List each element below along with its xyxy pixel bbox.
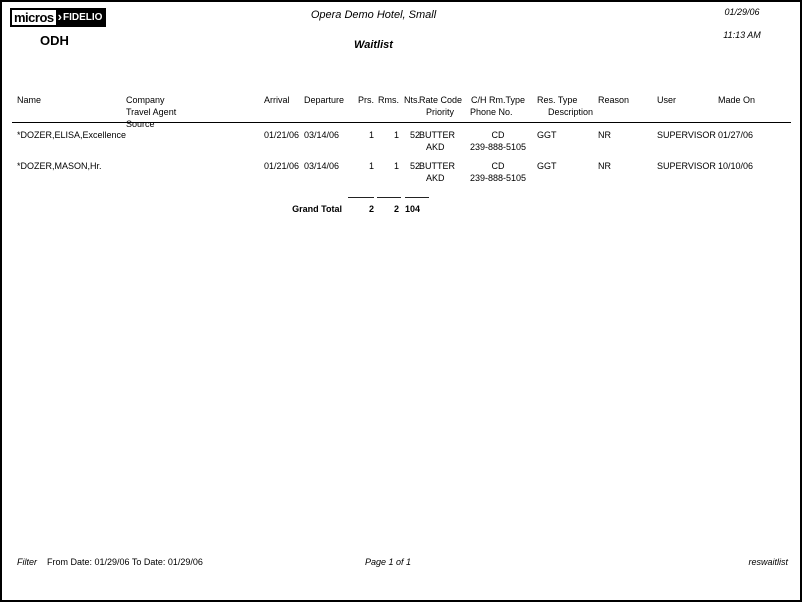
cell-made-on: 01/27/06: [718, 130, 754, 140]
table-header: [2, 94, 800, 129]
col-header-company-l3: Source: [126, 119, 155, 129]
col-header-ch-l1: C/H Rm.Type: [470, 95, 525, 105]
grand-total-row: [2, 204, 800, 216]
table-row: [2, 129, 800, 155]
print-time: 11:13 AM: [723, 30, 761, 40]
report-code: reswaitlist: [748, 557, 788, 567]
cell-res-type: GGT: [537, 161, 557, 171]
col-header-ch-l2: Phone No.: [470, 107, 513, 117]
col-header-rate-l2: Priority: [426, 107, 455, 117]
cell-nts: 52: [409, 130, 420, 140]
col-header-ch: [458, 94, 538, 118]
report-title: Waitlist: [354, 39, 393, 51]
col-header-nts: Nts.: [403, 95, 420, 105]
grand-total-nts: 104: [404, 204, 420, 214]
hotel-name: Opera Demo Hotel, Small: [310, 9, 437, 21]
cell-res-type: GGT: [537, 130, 557, 140]
grand-total-prs: 2: [368, 204, 374, 214]
logo-micros-text: micros: [10, 8, 58, 27]
cell-name: *DOZER,MASON,Hr.: [17, 161, 102, 171]
col-header-rms: Rms.: [378, 95, 399, 105]
cell-prs: 1: [368, 130, 374, 140]
table-row: [2, 160, 800, 186]
cell-reason: NR: [598, 130, 611, 140]
cell-departure: 03/14/06: [304, 161, 340, 171]
print-date: 01/29/06: [724, 7, 760, 17]
cell-nts: 52: [409, 161, 420, 171]
col-header-reason: Reason: [598, 95, 630, 105]
cell-rm-type: CD: [491, 130, 505, 140]
col-header-departure: Departure: [304, 95, 345, 105]
cell-user: SUPERVISOR: [657, 130, 716, 140]
cell-rate: [419, 160, 455, 184]
col-header-rate-l1: Rate Code: [419, 95, 463, 105]
cell-priority: AKD: [426, 142, 445, 152]
cell-priority: AKD: [426, 173, 445, 183]
header-divider: [12, 122, 791, 123]
col-header-arrival: Arrival: [264, 95, 290, 105]
cell-user: SUPERVISOR: [657, 161, 716, 171]
filter-label: Filter: [17, 557, 37, 567]
cell-rate-code: BUTTER: [419, 161, 455, 171]
filter-dates: From Date: 01/29/06 To Date: 01/29/06: [47, 557, 203, 567]
col-header-company-l1: Company: [126, 95, 165, 105]
cell-phone: 239-888-5105: [469, 173, 527, 183]
cell-rm-type: CD: [491, 161, 505, 171]
col-header-name: Name: [17, 95, 42, 105]
cell-phone: 239-888-5105: [469, 142, 527, 152]
total-rule-nts: [405, 197, 429, 198]
cell-rate-code: BUTTER: [419, 130, 455, 140]
chevron-right-icon: ›: [57, 9, 62, 24]
col-header-user: User: [657, 95, 677, 105]
logo-fidelio-text: FIDELIO: [62, 12, 103, 23]
col-header-res-l2: Description: [548, 107, 594, 117]
property-code: ODH: [40, 33, 69, 48]
cell-name: *DOZER,ELISA,Excellence: [17, 130, 127, 140]
col-header-company-l2: Travel Agent: [126, 107, 177, 117]
cell-departure: 03/14/06: [304, 130, 340, 140]
col-header-made-on: Made On: [718, 95, 756, 105]
cell-ch: [458, 160, 538, 184]
grand-total-label: Grand Total: [292, 204, 342, 214]
col-header-company: [126, 94, 176, 130]
cell-arrival: 01/21/06: [264, 161, 300, 171]
page-number: Page 1 of 1: [365, 557, 412, 567]
grand-total-rms: 2: [393, 204, 399, 214]
col-header-res-l1: Res. Type: [537, 95, 578, 105]
cell-rms: 1: [393, 130, 399, 140]
col-header-res: [537, 94, 593, 118]
cell-made-on: 10/10/06: [718, 161, 754, 171]
cell-arrival: 01/21/06: [264, 130, 300, 140]
col-header-rate: [419, 94, 462, 118]
col-header-prs: Prs.: [357, 95, 374, 105]
total-rule-prs: [348, 197, 374, 198]
cell-ch: [458, 129, 538, 153]
total-rule-rms: [377, 197, 401, 198]
cell-rate: [419, 129, 455, 153]
cell-rms: 1: [393, 161, 399, 171]
cell-prs: 1: [368, 161, 374, 171]
cell-reason: NR: [598, 161, 611, 171]
